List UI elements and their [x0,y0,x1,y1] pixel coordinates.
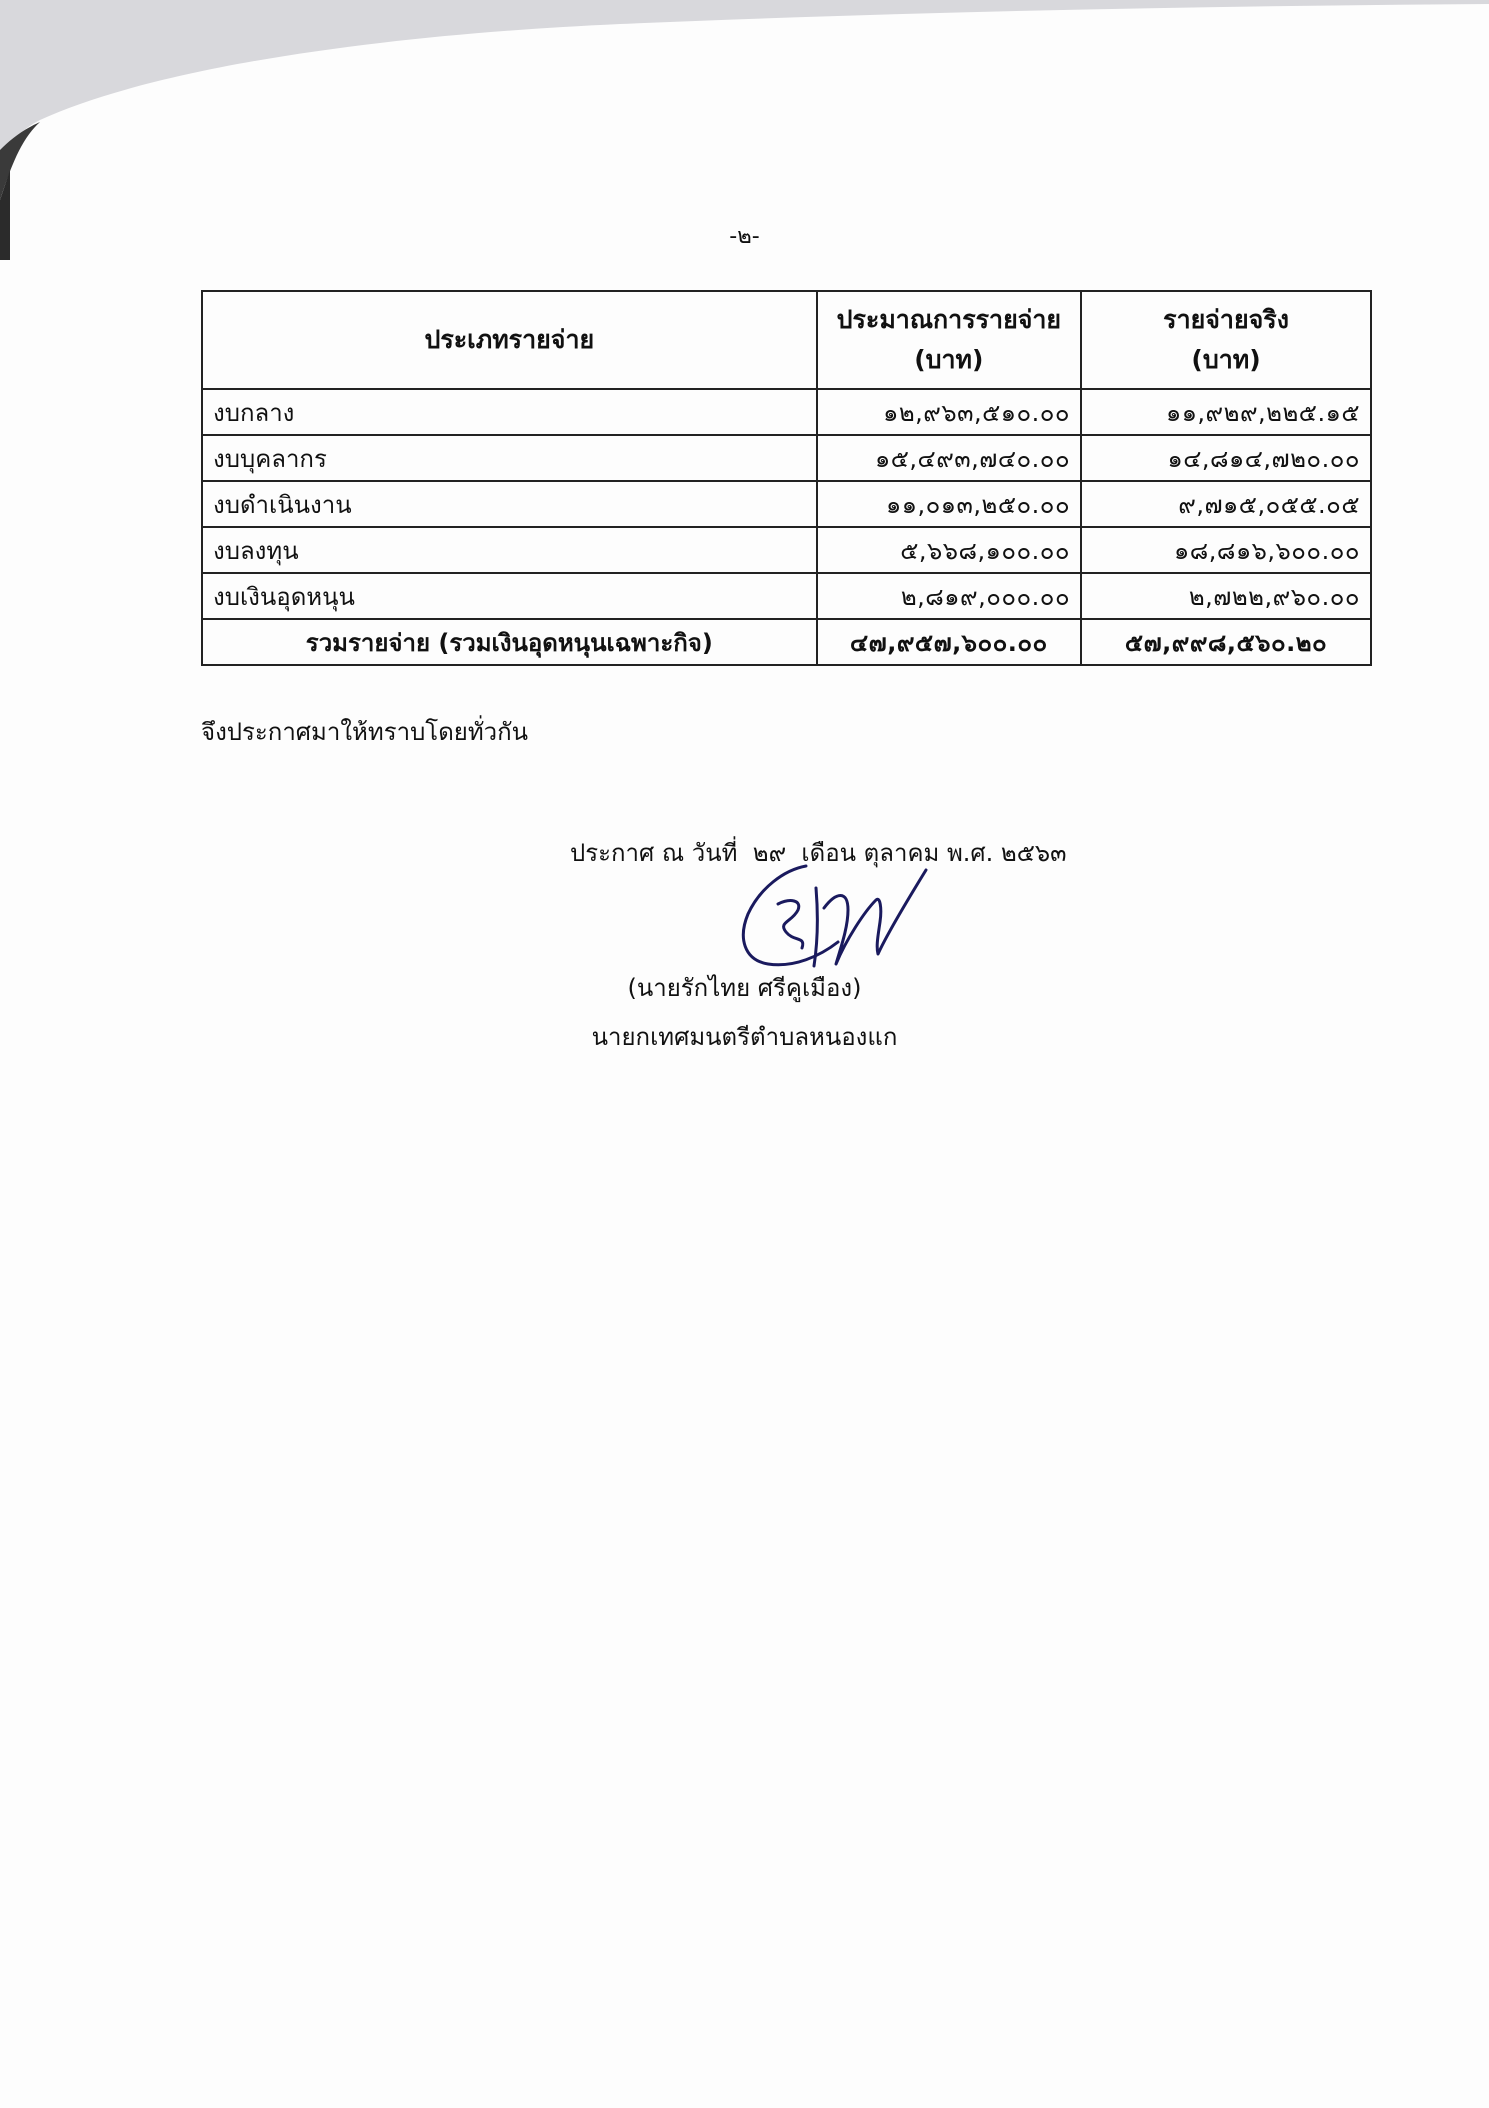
row-actual: ๒,๗๒๒,๙๖๐.๐๐ [1081,573,1371,619]
table-row [202,573,1371,619]
total-actual: ๕๗,๙๙๘,๕๖๐.๒๐ [1081,619,1371,665]
announce-month: ตุลาคม [863,839,940,867]
announce-month-prefix: เดือน [801,839,857,867]
budget-table [201,290,1372,666]
row-type: งบบุคลากร [202,435,817,481]
row-estimate: ๒,๘๑๙,๐๐๐.๐๐ [817,573,1082,619]
row-type: งบดำเนินงาน [202,481,817,527]
handwritten-signature [720,848,940,988]
row-actual: ๑๔,๘๑๔,๗๒๐.๐๐ [1081,435,1371,481]
header-estimate: ประมาณการรายจ่าย (บาท) [817,291,1082,389]
total-estimate: ๔๗,๙๕๗,๖๐๐.๐๐ [817,619,1082,665]
row-type: งบลงทุน [202,527,817,573]
header-actual: รายจ่ายจริง (บาท) [1081,291,1371,389]
signer-title: นายกเทศมนตรีตำบลหนองแก [591,1023,898,1051]
row-estimate: ๕,๖๖๘,๑๐๐.๐๐ [817,527,1082,573]
row-actual: ๑๑,๙๒๙,๒๒๕.๑๕ [1081,389,1371,435]
table-row [202,481,1371,527]
row-estimate: ๑๒,๙๖๓,๕๑๐.๐๐ [817,389,1082,435]
page-number: -๒- [729,224,760,249]
table-row [202,389,1371,435]
row-actual: ๑๘,๘๑๖,๖๐๐.๐๐ [1081,527,1371,573]
table-total-row [202,619,1371,665]
row-estimate: ๑๑,๐๑๓,๒๕๐.๐๐ [817,481,1082,527]
total-label: รวมรายจ่าย (รวมเงินอุดหนุนเฉพาะกิจ) [202,619,817,665]
closing-statement: จึงประกาศมาให้ทราบโดยทั่วกัน [201,718,529,746]
table-row [202,527,1371,573]
announce-day: ๒๙ [752,839,787,867]
row-estimate: ๑๕,๔๙๓,๗๔๐.๐๐ [817,435,1082,481]
row-type: งบเงินอุดหนุน [202,573,817,619]
header-expense-type: ประเภทรายจ่าย [202,291,817,389]
announce-prefix: ประกาศ ณ วันที่ [570,839,738,867]
row-actual: ๙,๗๑๕,๐๕๕.๐๕ [1081,481,1371,527]
signer-name: (นายรักไทย ศรีคูเมือง) [627,974,862,1002]
announce-year: ๒๕๖๓ [1000,839,1067,867]
announce-year-prefix: พ.ศ. [946,839,994,867]
table-row [202,435,1371,481]
row-type: งบกลาง [202,389,817,435]
table-header-row [202,291,1371,389]
